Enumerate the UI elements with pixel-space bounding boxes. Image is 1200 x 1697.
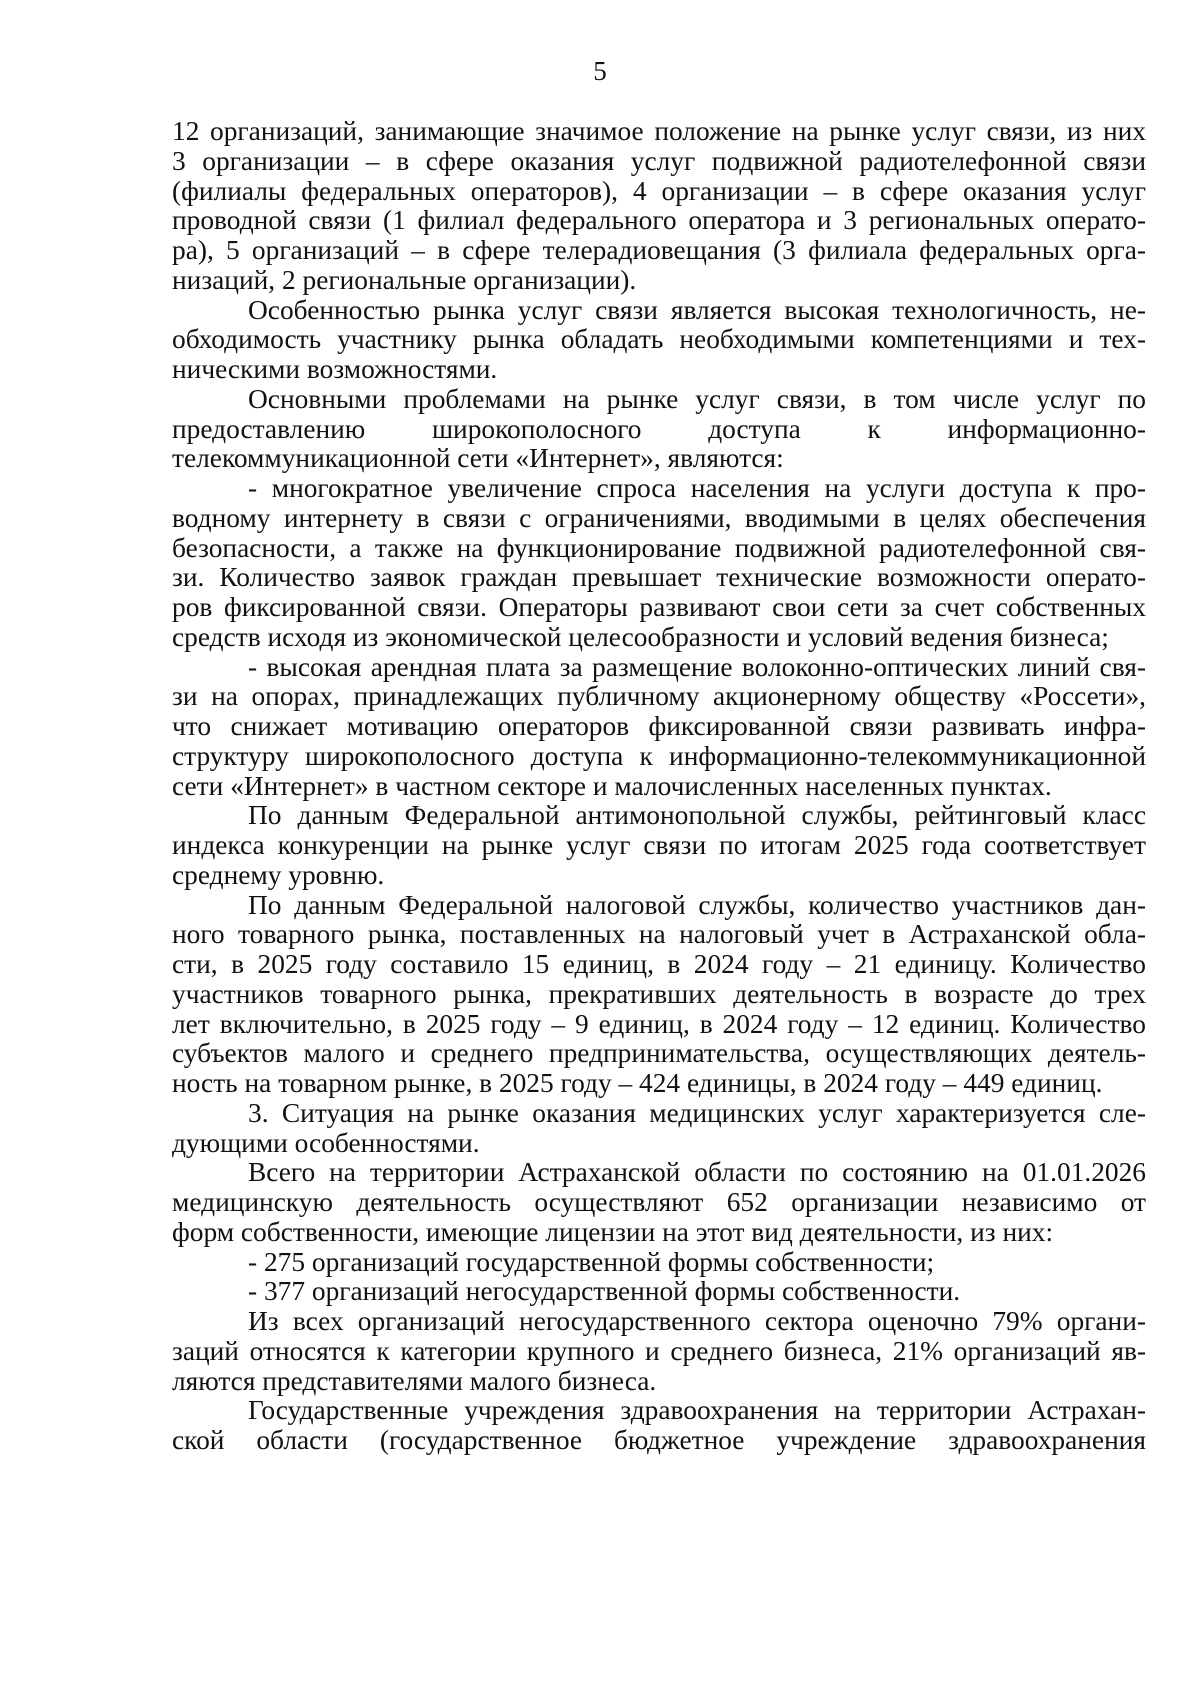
text-line: ническими возможностями. [172, 354, 498, 384]
text-line: участников товарного рынка, прекративших деятельность в возрасте до трех [172, 978, 1146, 1009]
text-line: 3 организации – в сфере оказания услуг подвижной радиотелефонной связи [172, 145, 1146, 176]
text-line: дующими особенностями. [172, 1127, 480, 1158]
text-line: структуру широкополосного доступа к информационно-телекоммуникационной [172, 740, 1146, 771]
text-line: По данным Федеральной антимонопольной службы, рейтинговый класс [248, 800, 1146, 831]
text-line: Особенностью рынка услуг связи является высокая технологичность, не- [248, 294, 1146, 325]
text-line: низаций, 2 региональные организации). [172, 264, 637, 295]
text-line: водному интернету в связи с ограничениями, вводимыми в целях обеспечения [172, 502, 1146, 533]
document-body [172, 117, 1146, 1456]
text-line: Государственные учреждения здравоохранения на территории Астрахан- [248, 1395, 1146, 1426]
text-line: ра), 5 организаций – в сфере телерадиовещания (3 филиала федеральных орга- [172, 235, 1146, 265]
text-line: ляются представителями малого бизнеса. [172, 1365, 657, 1396]
text-line: - 377 организаций негосударственной формы собственности. [248, 1276, 961, 1307]
text-line: медицинскую деятельность осуществляют 652 организации независимо от [172, 1187, 1146, 1217]
text-line: Из всех организаций негосударственного сектора оценочно 79% органи- [248, 1306, 1146, 1336]
text-line: зи на опорах, принадлежащих публичному акционерному обществу «Россети», [172, 681, 1146, 712]
text-line: средств исходя из экономической целесообразности и условий ведения бизнеса; [172, 621, 1109, 652]
text-line: зи. Количество заявок граждан превышает технические возможности операто- [172, 562, 1146, 593]
text-line: форм собственности, имеющие лицензии на этот вид деятельности, из них: [172, 1216, 1054, 1247]
text-line: По данным Федеральной налоговой службы, количество участников дан- [248, 889, 1146, 920]
text-line: безопасности, а также на функционирование подвижной радиотелефонной свя- [172, 532, 1146, 563]
text-line: (филиалы федеральных операторов), 4 организации – в сфере оказания услуг [172, 175, 1146, 206]
text-line: проводной связи (1 филиал федерального оператора и 3 региональных операто- [172, 205, 1146, 236]
text-line: телекоммуникационной сети «Интернет», являются: [172, 443, 784, 474]
text-line: предоставлению широкополосного доступа к информационно- [172, 413, 1146, 444]
text-line: субъектов малого и среднего предпринимательства, осуществляющих деятель- [172, 1038, 1146, 1069]
text-line: ской области (государственное бюджетное учреждение здравоохранения [172, 1425, 1146, 1455]
text-line: - многократное увеличение спроса населения на услуги доступа к про- [248, 473, 1146, 503]
text-line: сти, в 2025 году составило 15 единиц, в 2024 году – 21 единицу. Количество [172, 949, 1146, 979]
text-line: лет включительно, в 2025 году – 9 единиц, в 2024 году – 12 единиц. Количество [172, 1008, 1146, 1039]
text-line: ного товарного рынка, поставленных на налоговый учет в Астраханской обла- [172, 919, 1146, 950]
text-line: заций относятся к категории крупного и среднего бизнеса, 21% организаций яв- [172, 1335, 1146, 1366]
text-line: 3. Ситуация на рынке оказания медицинских услуг характеризуется сле- [248, 1097, 1146, 1128]
text-line: - 275 организаций государственной формы собственности; [248, 1246, 935, 1277]
text-line: обходимость участнику рынка обладать необходимыми компетенциями и тех- [172, 324, 1146, 355]
text-line: ров фиксированной связи. Операторы развивают свои сети за счет собственных [172, 592, 1146, 622]
text-line: сети «Интернет» в частном секторе и малочисленных населенных пунктах. [172, 770, 1052, 801]
text-line: - высокая арендная плата за размещение волоконно-оптических линий свя- [248, 651, 1146, 682]
text-line: среднему уровню. [172, 859, 385, 890]
text-line: индекса конкуренции на рынке услуг связи по итогам 2025 года соответствует [172, 830, 1146, 860]
page-number: 5 [593, 56, 607, 86]
text-line: Основными проблемами на рынке услуг связи, в том числе услуг по [248, 383, 1146, 414]
text-line: Всего на территории Астраханской области по состоянию на 01.01.2026 [248, 1157, 1146, 1188]
text-line: что снижает мотивацию операторов фиксированной связи развивать инфра- [172, 711, 1146, 741]
text-line: ность на товарном рынке, в 2025 году – 424 единицы, в 2024 году – 449 единиц. [172, 1068, 1103, 1098]
text-line: 12 организаций, занимающие значимое положение на рынке услуг связи, из них [172, 116, 1146, 146]
